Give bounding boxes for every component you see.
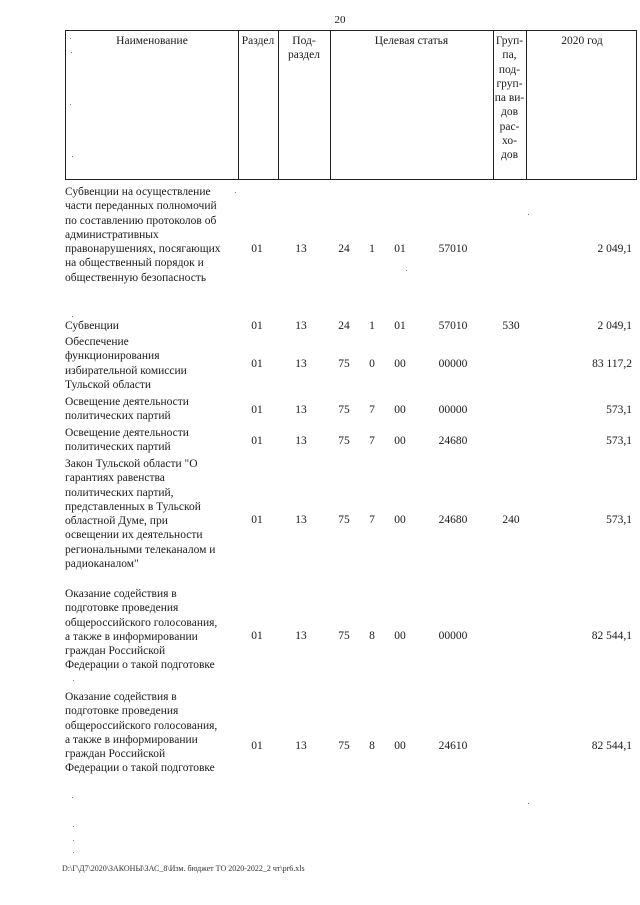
row-amount: 82 544,1 [591,630,632,642]
scan-speck [406,270,407,271]
row-name [65,335,237,392]
row-podrazdel: 13 [295,435,307,447]
scan-speck [73,852,74,853]
row-razdel: 01 [251,514,263,526]
row-name-line: радиоканалом" [65,558,139,571]
table-row [0,587,640,675]
page-number: 20 [334,14,346,26]
row-activity-code: 00 [394,514,406,526]
row-name [65,587,237,673]
scan-speck [72,156,73,157]
row-program-code: 75 [338,358,350,370]
table-row [0,426,640,456]
row-razdel: 01 [251,404,263,416]
row-name [65,457,237,571]
row-direction-code: 00000 [438,630,468,642]
row-expense-group: 240 [502,514,520,526]
scan-speck [70,38,71,39]
scan-speck [528,803,529,804]
row-activity-code: 00 [394,435,406,447]
table-header [65,30,637,180]
row-podrazdel: 13 [295,514,307,526]
row-razdel: 01 [251,740,263,752]
row-name-line: Закон Тульской области "О [65,458,198,470]
row-subprogram-code: 7 [369,404,375,416]
row-name-line: областной Думе, при [65,515,168,528]
row-direction-code: 00000 [438,404,468,416]
row-amount: 2 049,1 [597,320,632,332]
row-name-line: политических партий [65,410,171,423]
table-row [0,185,640,289]
row-activity-code: 00 [394,630,406,642]
scan-speck [73,840,74,841]
row-subprogram-code: 8 [369,630,375,642]
table-row [0,395,640,425]
row-direction-code: 24680 [438,514,468,526]
row-program-code: 75 [338,404,350,416]
row-subprogram-code: 7 [369,435,375,447]
file-path-footer: D:\Г\Д7\2020\ЗАКОНЫ\ЗАС_8\Изм. бюджет ТО 2020-2022_2 чт\pr6.xls [62,864,305,873]
header-group-line: Груп- [495,35,524,47]
header-group-line: груп- [496,77,523,90]
row-program-code: 24 [338,243,350,255]
header-divider [238,31,239,179]
row-name-line: подготовке проведения [65,602,179,615]
header-podrazdel-line: раздел [288,49,320,62]
row-program-code: 75 [338,514,350,526]
row-name-line: освещении их деятельности [65,529,203,542]
row-direction-code: 00000 [438,358,468,370]
table-row [0,319,640,334]
row-name-line: избирательной комиссии [65,364,187,377]
row-podrazdel: 13 [295,404,307,416]
row-name [65,185,237,285]
header-year: 2020 год [561,35,603,47]
row-activity-code: 00 [394,740,406,752]
scan-speck [73,826,74,827]
row-name-line: граждан Российской [65,748,166,761]
row-amount: 83 117,2 [592,358,632,370]
row-name-line: региональными телеканалом и [65,543,216,556]
row-name-line: части переданных полномочий [65,200,217,213]
row-subprogram-code: 7 [369,514,375,526]
row-subprogram-code: 8 [369,740,375,752]
header-group-line: дов [500,106,519,119]
row-name-line: Тульской области [65,378,152,391]
header-group-line: па ви- [494,92,525,105]
row-name [65,426,237,455]
row-podrazdel: 13 [295,358,307,370]
row-expense-group: 530 [502,320,520,332]
header-target-article: Целевая статья [374,35,449,47]
row-name-line: представленных в Тульской [65,500,201,513]
row-program-code: 75 [338,630,350,642]
row-name-line: по составлению протоколов об [65,214,217,227]
row-name-line: а также в информировании [65,630,198,643]
header-group [493,34,526,163]
row-name-line: административных [65,228,159,241]
row-name-line: общественную безопасность [65,271,207,284]
row-razdel: 01 [251,320,263,332]
row-name-line: Оказание содействия в [65,691,177,703]
header-divider [330,31,331,179]
scan-speck [72,797,73,798]
row-name-line: а также в информировании [65,733,198,746]
row-razdel: 01 [251,435,263,447]
row-activity-code: 01 [394,243,406,255]
row-name-line: общероссийского голосования, [65,616,218,629]
row-amount: 573,1 [606,435,632,447]
row-name-line: Субвенции [65,320,119,332]
row-razdel: 01 [251,243,263,255]
row-direction-code: 57010 [438,320,468,332]
row-amount: 2 049,1 [597,243,632,255]
header-group-line: под- [498,63,521,76]
scan-speck [72,316,73,317]
row-name-line: Освещение деятельности [65,427,189,439]
row-razdel: 01 [251,358,263,370]
scan-speck [528,214,529,215]
row-subprogram-code: 1 [369,243,375,255]
header-group-line: дов [500,149,519,162]
scan-speck [73,680,74,681]
header-name: Наименование [116,35,188,47]
row-name-line: Федерации о такой подготовке [65,762,215,775]
row-program-code: 24 [338,320,350,332]
row-podrazdel: 13 [295,243,307,255]
row-name-line: Субвенции на осуществление [65,186,211,198]
scan-speck [235,192,236,193]
row-subprogram-code: 1 [369,320,375,332]
row-direction-code: 24610 [438,740,468,752]
row-podrazdel: 13 [295,320,307,332]
row-name-line: подготовке проведения [65,705,179,718]
header-podrazdel [278,34,330,63]
row-name-line: политических партий [65,441,171,454]
row-name-line: Оказание содействия в [65,588,177,600]
row-name-line: общероссийского голосования, [65,719,218,732]
row-name-line: гарантиях равенства [65,472,165,485]
row-name [65,690,237,776]
row-name-line: граждан Российской [65,645,166,658]
row-program-code: 75 [338,740,350,752]
row-name-line: Обеспечение [65,336,129,348]
row-direction-code: 24680 [438,435,468,447]
row-activity-code: 00 [394,358,406,370]
table-row [0,690,640,778]
table-row [0,335,640,395]
scan-speck [70,104,71,105]
row-name-line: функционирования [65,350,160,363]
header-podrazdel-line: Под- [292,35,316,47]
header-razdel: Раздел [241,35,275,47]
row-name-line: политических партий, [65,486,174,499]
row-activity-code: 01 [394,320,406,332]
header-group-line: рас- [499,120,520,133]
row-name-line: правонарушениях, посягающих [65,243,221,256]
row-subprogram-code: 0 [369,358,375,370]
table-row [0,457,640,575]
row-name-line: Освещение деятельности [65,396,189,408]
row-razdel: 01 [251,630,263,642]
row-program-code: 75 [338,435,350,447]
row-amount: 573,1 [606,514,632,526]
header-group-line: хо- [502,135,517,148]
row-name-line: Федерации о такой подготовке [65,659,215,672]
row-podrazdel: 13 [295,630,307,642]
header-group-line: па, [502,49,517,62]
row-direction-code: 57010 [438,243,468,255]
row-podrazdel: 13 [295,740,307,752]
row-activity-code: 00 [394,404,406,416]
header-divider [526,31,527,179]
row-amount: 82 544,1 [591,740,632,752]
row-name [65,395,237,424]
scan-speck [71,52,72,53]
row-amount: 573,1 [606,404,632,416]
row-name [65,319,237,333]
row-name-line: на общественный порядок и [65,257,204,270]
